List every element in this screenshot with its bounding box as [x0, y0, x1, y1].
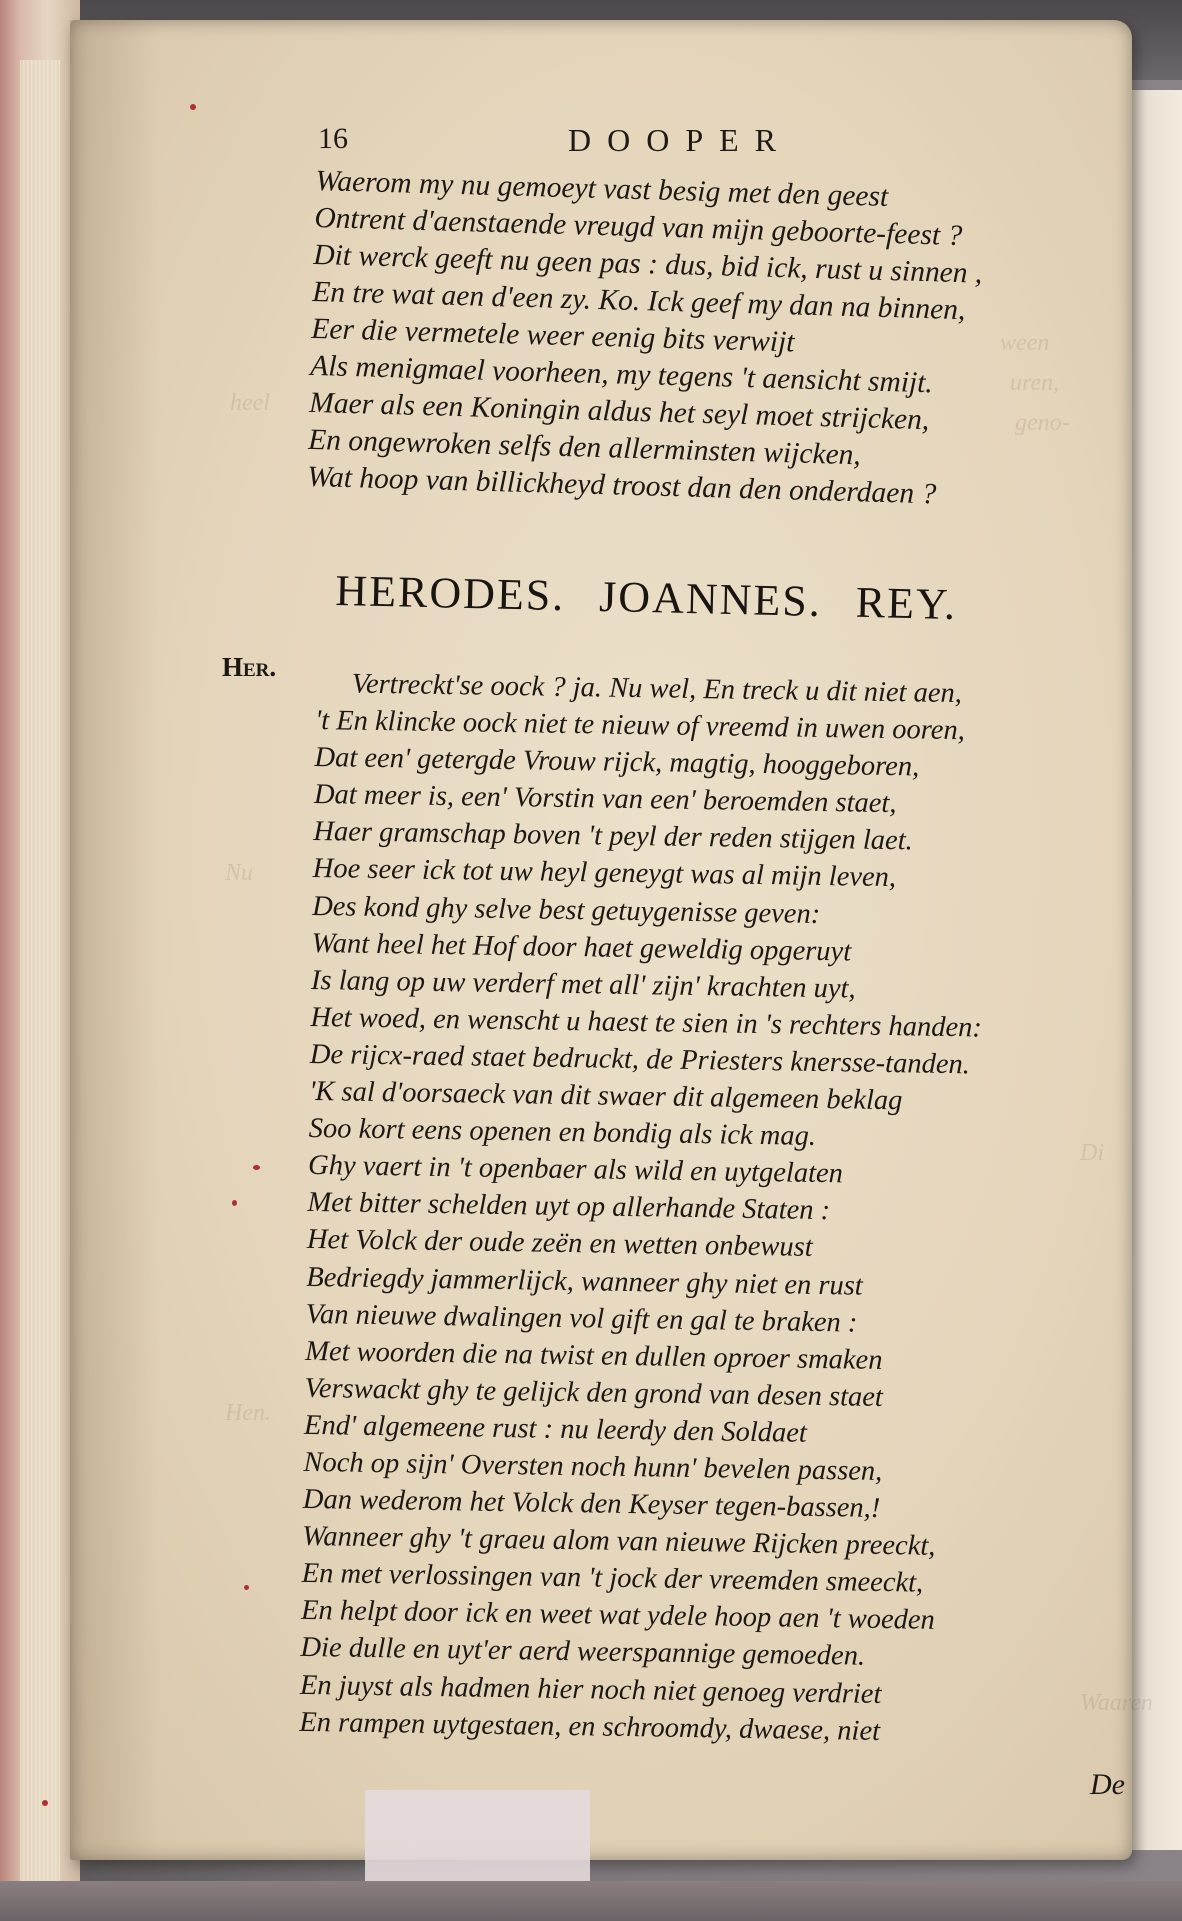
red-speck: [244, 1585, 249, 1590]
verse-line: Met woorden die na twist en dullen oproer smaken: [304, 1335, 883, 1376]
verse-line: De rijcx-raed staet bedruckt, de Priesters knersse-tanden.: [309, 1038, 971, 1081]
verse-line: Het woed, en wenscht u haest te sien in 's rechters handen:: [310, 1001, 983, 1044]
verse-line: Is lang op uw verderf met all' zijn' krachten uyt,: [310, 964, 856, 1005]
verse-line: Het Volck der oude zeën en wetten onbewust: [306, 1224, 813, 1264]
verse-line: Noch op sijn' Oversten noch hunn' bevelen passen,: [303, 1446, 883, 1487]
verse-line: En tre wat aen d'een zy. Ko. Ick geef my dan na binnen,: [311, 275, 966, 327]
verse-line: En juyst als hadmen hier noch niet genoeg verdriet: [299, 1669, 882, 1710]
verse-line: Maer als een Koningin aldus het seyl moet strijcken,: [308, 386, 930, 437]
verse-line: Soo kort eens openen en bondig als ick mag.: [308, 1113, 817, 1153]
bleed-through: Waaren: [1080, 1690, 1153, 1716]
red-speck: [190, 104, 196, 110]
verse-line: Dan wederom het Volck den Keyser tegen-bassen,!: [302, 1483, 881, 1525]
bleed-through: Hen.: [225, 1400, 271, 1426]
verse-line: Waerom my nu gemoeyt vast besig met den geest: [315, 164, 889, 213]
speaker-label: Her.: [222, 652, 277, 682]
verse-line: 'K sal d'oorsaeck van dit swaer dit algemeen beklag: [309, 1075, 903, 1117]
red-speck: [232, 1200, 237, 1206]
verse-line: Verswackt ghy te gelijck den grond van desen staet: [304, 1372, 884, 1413]
verse-line: Haer gramschap boven 't peyl der reden stijgen laet.: [313, 816, 914, 857]
verse-line: Dat een' getergde Vrouw rijck, magtig, hooggeboren,: [314, 742, 920, 783]
catchword: De: [1090, 1768, 1125, 1801]
verse-line: Van nieuwe dwalingen vol gift en gal te braken :: [305, 1298, 858, 1339]
section-title-joannes: JOANNES.: [598, 571, 823, 627]
bleed-through: heel: [230, 390, 270, 416]
page-number: 16: [318, 122, 348, 155]
verse-line: Hoe seer ick tot uw heyl geneygt was al mijn leven,: [312, 853, 897, 894]
verse-line: Ghy vaert in 't openbaer als wild en uytgelaten: [307, 1150, 844, 1190]
verse-line: Die dulle en uyt'er aerd weerspannige gemoeden.: [300, 1632, 866, 1673]
section-title-rey: REY.: [855, 577, 958, 630]
red-speck: [42, 1800, 48, 1806]
verse-line: Als menigmael voorheen, my tegens 't aensicht smijt.: [309, 349, 934, 400]
verse-line: Dat meer is, een' Vorstin van een' beroemden staet,: [313, 779, 897, 820]
verse-line: Bedriegdy jammerlijck, wanneer ghy niet en rust: [306, 1261, 863, 1302]
verse-line: End' algemeene rust : nu leerdy den Soldaet: [303, 1409, 808, 1449]
bleed-through: Di: [1080, 1140, 1104, 1166]
bleed-through: Nu: [225, 860, 254, 886]
verse-block-2: [299, 665, 987, 1751]
verse-block-1: [307, 163, 985, 515]
bleed-through: ween: [1000, 330, 1050, 356]
verse-line: Want heel het Hof door haet geweldig opgeruyt: [311, 927, 852, 968]
verse-line: 't En klincke oock niet te nieuw of vreemd in uwen ooren,: [314, 705, 966, 747]
verse-line: Eer die vermetele weer eenig bits verwijt: [310, 312, 795, 359]
verse-line: Dit werck geeft nu geen pas : dus, bid ick, rust u sinnen ,: [312, 238, 983, 290]
verse-line: Met bitter schelden uyt op allerhande Staten :: [307, 1187, 831, 1227]
red-speck: [253, 1165, 260, 1170]
verse-line: Wat hoop van billickheyd troost dan den onderdaen ?: [306, 460, 937, 511]
verse-line: Vertreckt'se oock ? ja. Nu wel, En treck u dit niet aen,: [351, 668, 963, 710]
verse-line: En met verlossingen van 't jock der vreemden smeeckt,: [301, 1558, 924, 1599]
section-title-herodes: HERODES.: [334, 565, 566, 621]
page-header: [318, 122, 1098, 168]
running-head: DOOPER: [568, 122, 793, 158]
bleed-through: uren,: [1010, 370, 1060, 396]
verse-line: Wanneer ghy 't graeu alom van nieuwe Rijcken preeckt,: [302, 1521, 936, 1562]
gutter-shadow: [70, 20, 160, 1860]
verse-line: En ongewroken selfs den allerminsten wijcken,: [307, 423, 862, 472]
page-stack-edge: [20, 60, 60, 1900]
verse-line: Des kond ghy selve best getuygenisse geven:: [311, 890, 821, 930]
verse-line: En helpt door ick en weet wat ydele hoop aen 't woeden: [300, 1595, 936, 1637]
verse-line: Ontrent d'aenstaende vreugd van mijn geboorte-feest ?: [314, 201, 963, 253]
bottom-surface: [0, 1881, 1182, 1921]
verse-line: En rampen uytgestaen, en schroomdy, dwaese, niet: [299, 1706, 881, 1747]
bleed-through: geno-: [1015, 410, 1070, 436]
